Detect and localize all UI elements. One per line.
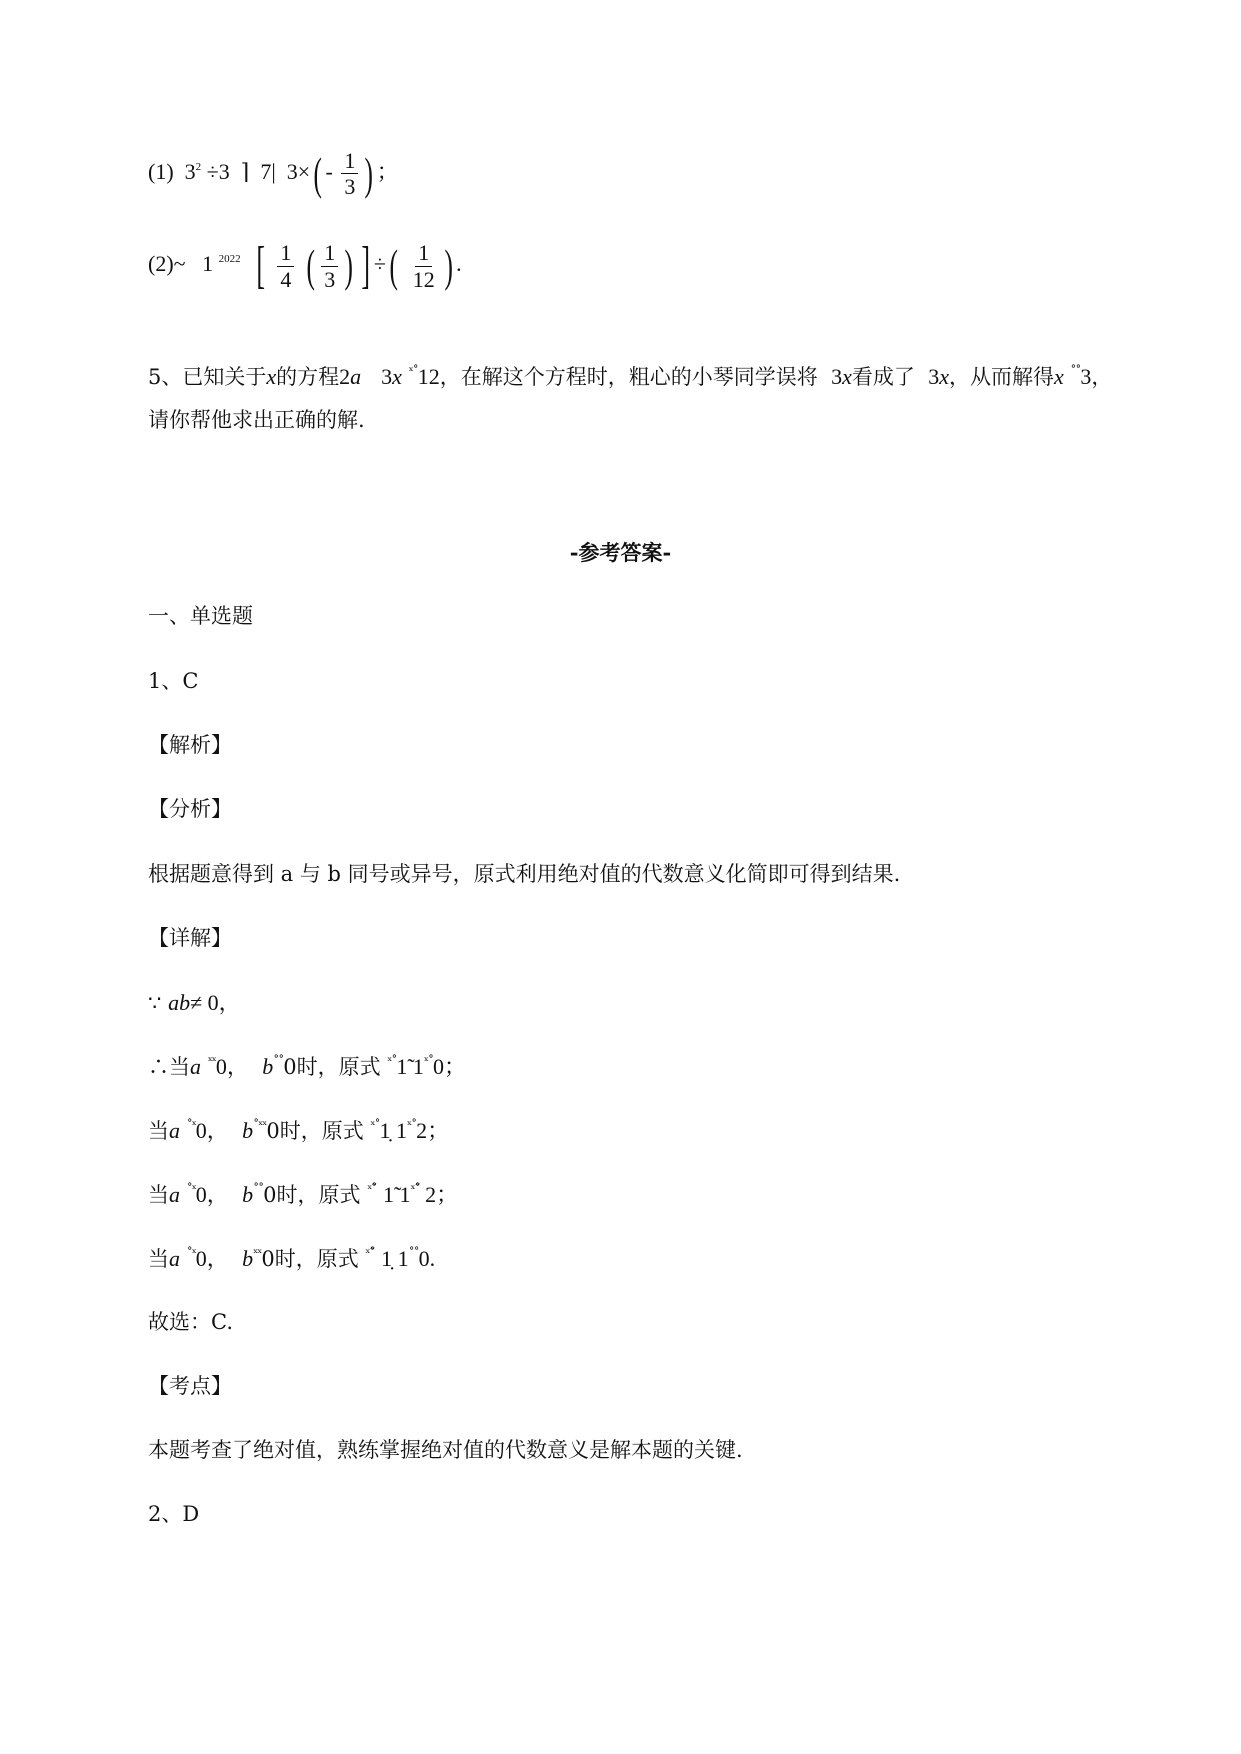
fraction: $\frac{1}{4}$ [277,240,294,292]
case-line-2: 当a $^{˚ˣ}$0， $b^{˚ˣˣ}0$时，原式 $^{ˣ˚}$1̣ $1^{ˣ˚}2$； [148,1118,450,1143]
section-heading: 一、单选题 [148,604,253,628]
analysis-text: 根据题意得到 a 与 b 同号或异号，原式利用绝对值的代数意义化简即可得到结果. [148,862,901,886]
point-text: 本题考查了绝对值，熟练掌握绝对值的代数意义是解本题的关键. [148,1438,743,1462]
problem-1-label: (1) [148,158,174,184]
question-5-line-2: 请你帮他求出正确的解. [148,408,365,432]
case-line-3: 当a $^{˚ˣ}$0， b˚˚0时，原式 $^{ˣ˚̃}$ 1̃ $1^{ˣ˚̃}$ 2； [148,1182,459,1207]
fraction: $\frac{1}{3}$ [341,148,358,200]
answer-1-label: 1、C [148,669,199,693]
condition-line: ∵ ab≠ 0， [148,990,241,1015]
problem-2: (2)~ 1 $^{2022}$ [ $\frac{1}{4}$ ( $\frac{1}{3}$ ) ] ÷( $\frac{1}{12}$ ) . [148,237,462,294]
kaodian-heading: 【考点】 [148,1374,232,1398]
jiexi-heading: 【解析】 [148,733,232,757]
xiangjie-heading: 【详解】 [148,926,232,950]
question-5-line-1: 5、已知关于x的方程2a 3x $^{ˣ˚}$12，在解这个方程时，粗心的小琴同学误将 3x看成了 3x，从而解得x ˚˚3， [148,364,1113,389]
fraction: $\frac{1}{3}$ [321,240,338,292]
case-line-1: ∴当a $^{ˣˣ}$0， b˚˚0时，原式 $^{ˣ˚}$1̃ $1^{ˣ˚}0$； [148,1054,466,1079]
choose-line: 故选：C. [148,1310,233,1334]
answers-title: -参考答案- [569,540,672,565]
answer-2-label: 2、D [148,1502,200,1526]
problem-1: (1) $3^2 \div 3$ ⌉ 7| 3×( - $\frac{1}{3}$ ) ； [148,147,399,200]
case-line-4: 当a $^{˚ˣ}$0， $b^{ˣˣ}0$时，原式 $^{ˣ˚̃}$ 1̣ 1˚˚0. [148,1246,436,1271]
problem-2-label: (2) [148,251,174,277]
fraction: $\frac{1}{12}$ [412,240,435,292]
fenxi-heading: 【分析】 [148,797,232,821]
